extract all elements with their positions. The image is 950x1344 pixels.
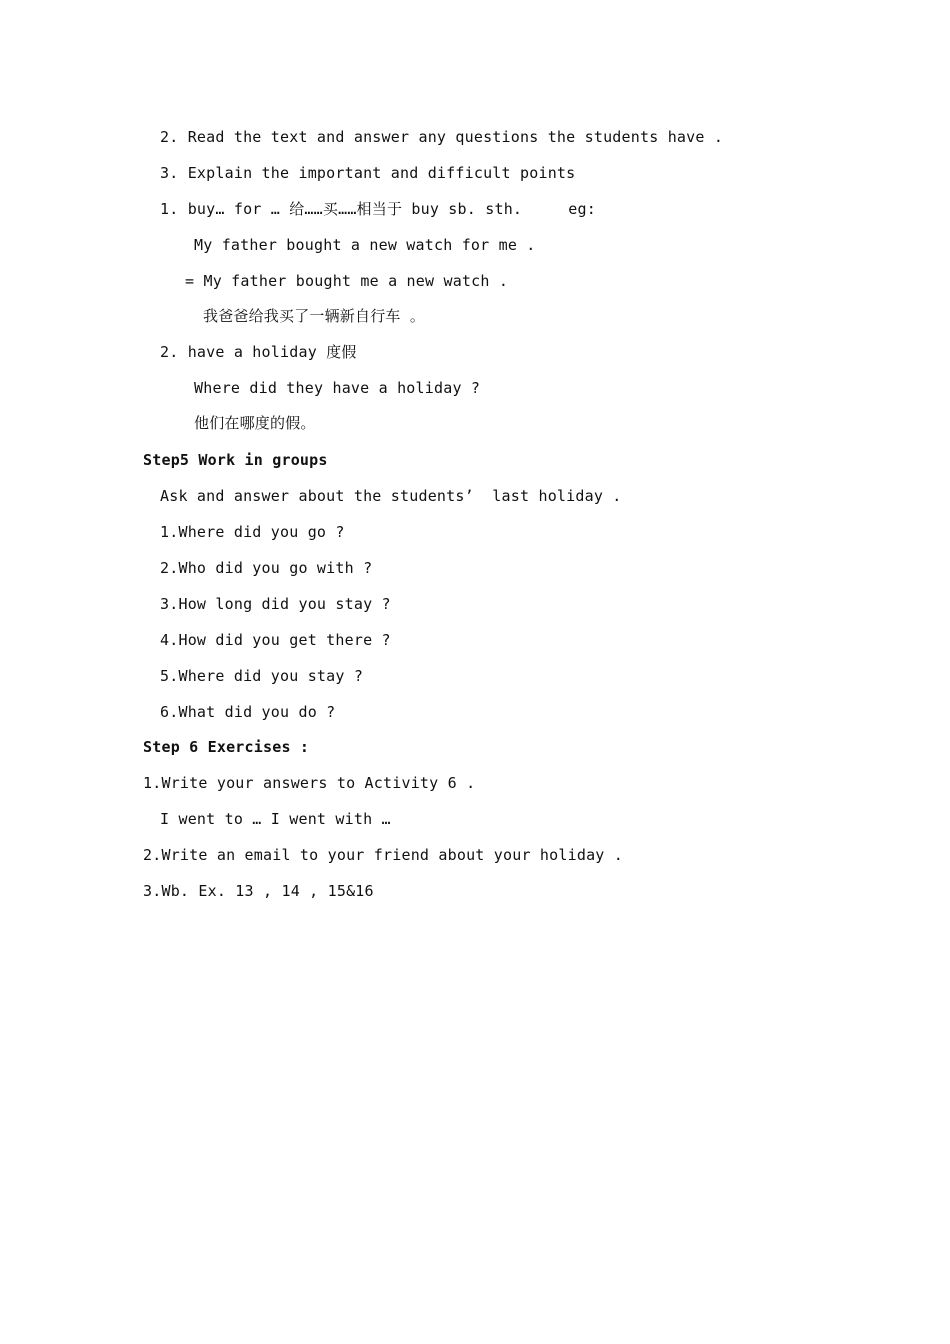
procedure-item-explain-points: 3. Explain the important and difficult points [160, 164, 576, 182]
example-sentence-2: = My father bought me a new watch . [185, 272, 509, 290]
exercise-2: 2.Write an email to your friend about your holiday . [143, 846, 623, 864]
question-2: 2.Who did you go with ? [160, 559, 373, 577]
point-buy-for: 1. buy… for … 给……买……相当于 buy sb. sth. eg: [160, 200, 597, 218]
question-5: 5.Where did you stay ? [160, 667, 364, 685]
exercise-3: 3.Wb. Ex. 13 , 14 , 15&16 [143, 882, 374, 900]
step6-heading: Step 6 Exercises : [143, 738, 310, 756]
example-translation-2: 他们在哪度的假。 [194, 414, 316, 432]
example-translation-1: 我爸爸给我买了一辆新自行车 。 [203, 307, 426, 325]
question-3: 3.How long did you stay ? [160, 595, 391, 613]
exercise-1-prompt: I went to … I went with … [160, 810, 391, 828]
question-4: 4.How did you get there ? [160, 631, 391, 649]
example-sentence-1: My father bought a new watch for me . [194, 236, 536, 254]
step5-instruction: Ask and answer about the students’ last holiday . [160, 487, 622, 505]
question-6: 6.What did you do ? [160, 703, 336, 721]
procedure-item-read-text: 2. Read the text and answer any questions the students have . [160, 128, 724, 146]
example-sentence-3: Where did they have a holiday ? [194, 379, 481, 397]
question-1: 1.Where did you go ? [160, 523, 345, 541]
exercise-1: 1.Write your answers to Activity 6 . [143, 774, 476, 792]
point-have-a-holiday: 2. have a holiday 度假 [160, 343, 357, 361]
step5-heading: Step5 Work in groups [143, 451, 328, 469]
